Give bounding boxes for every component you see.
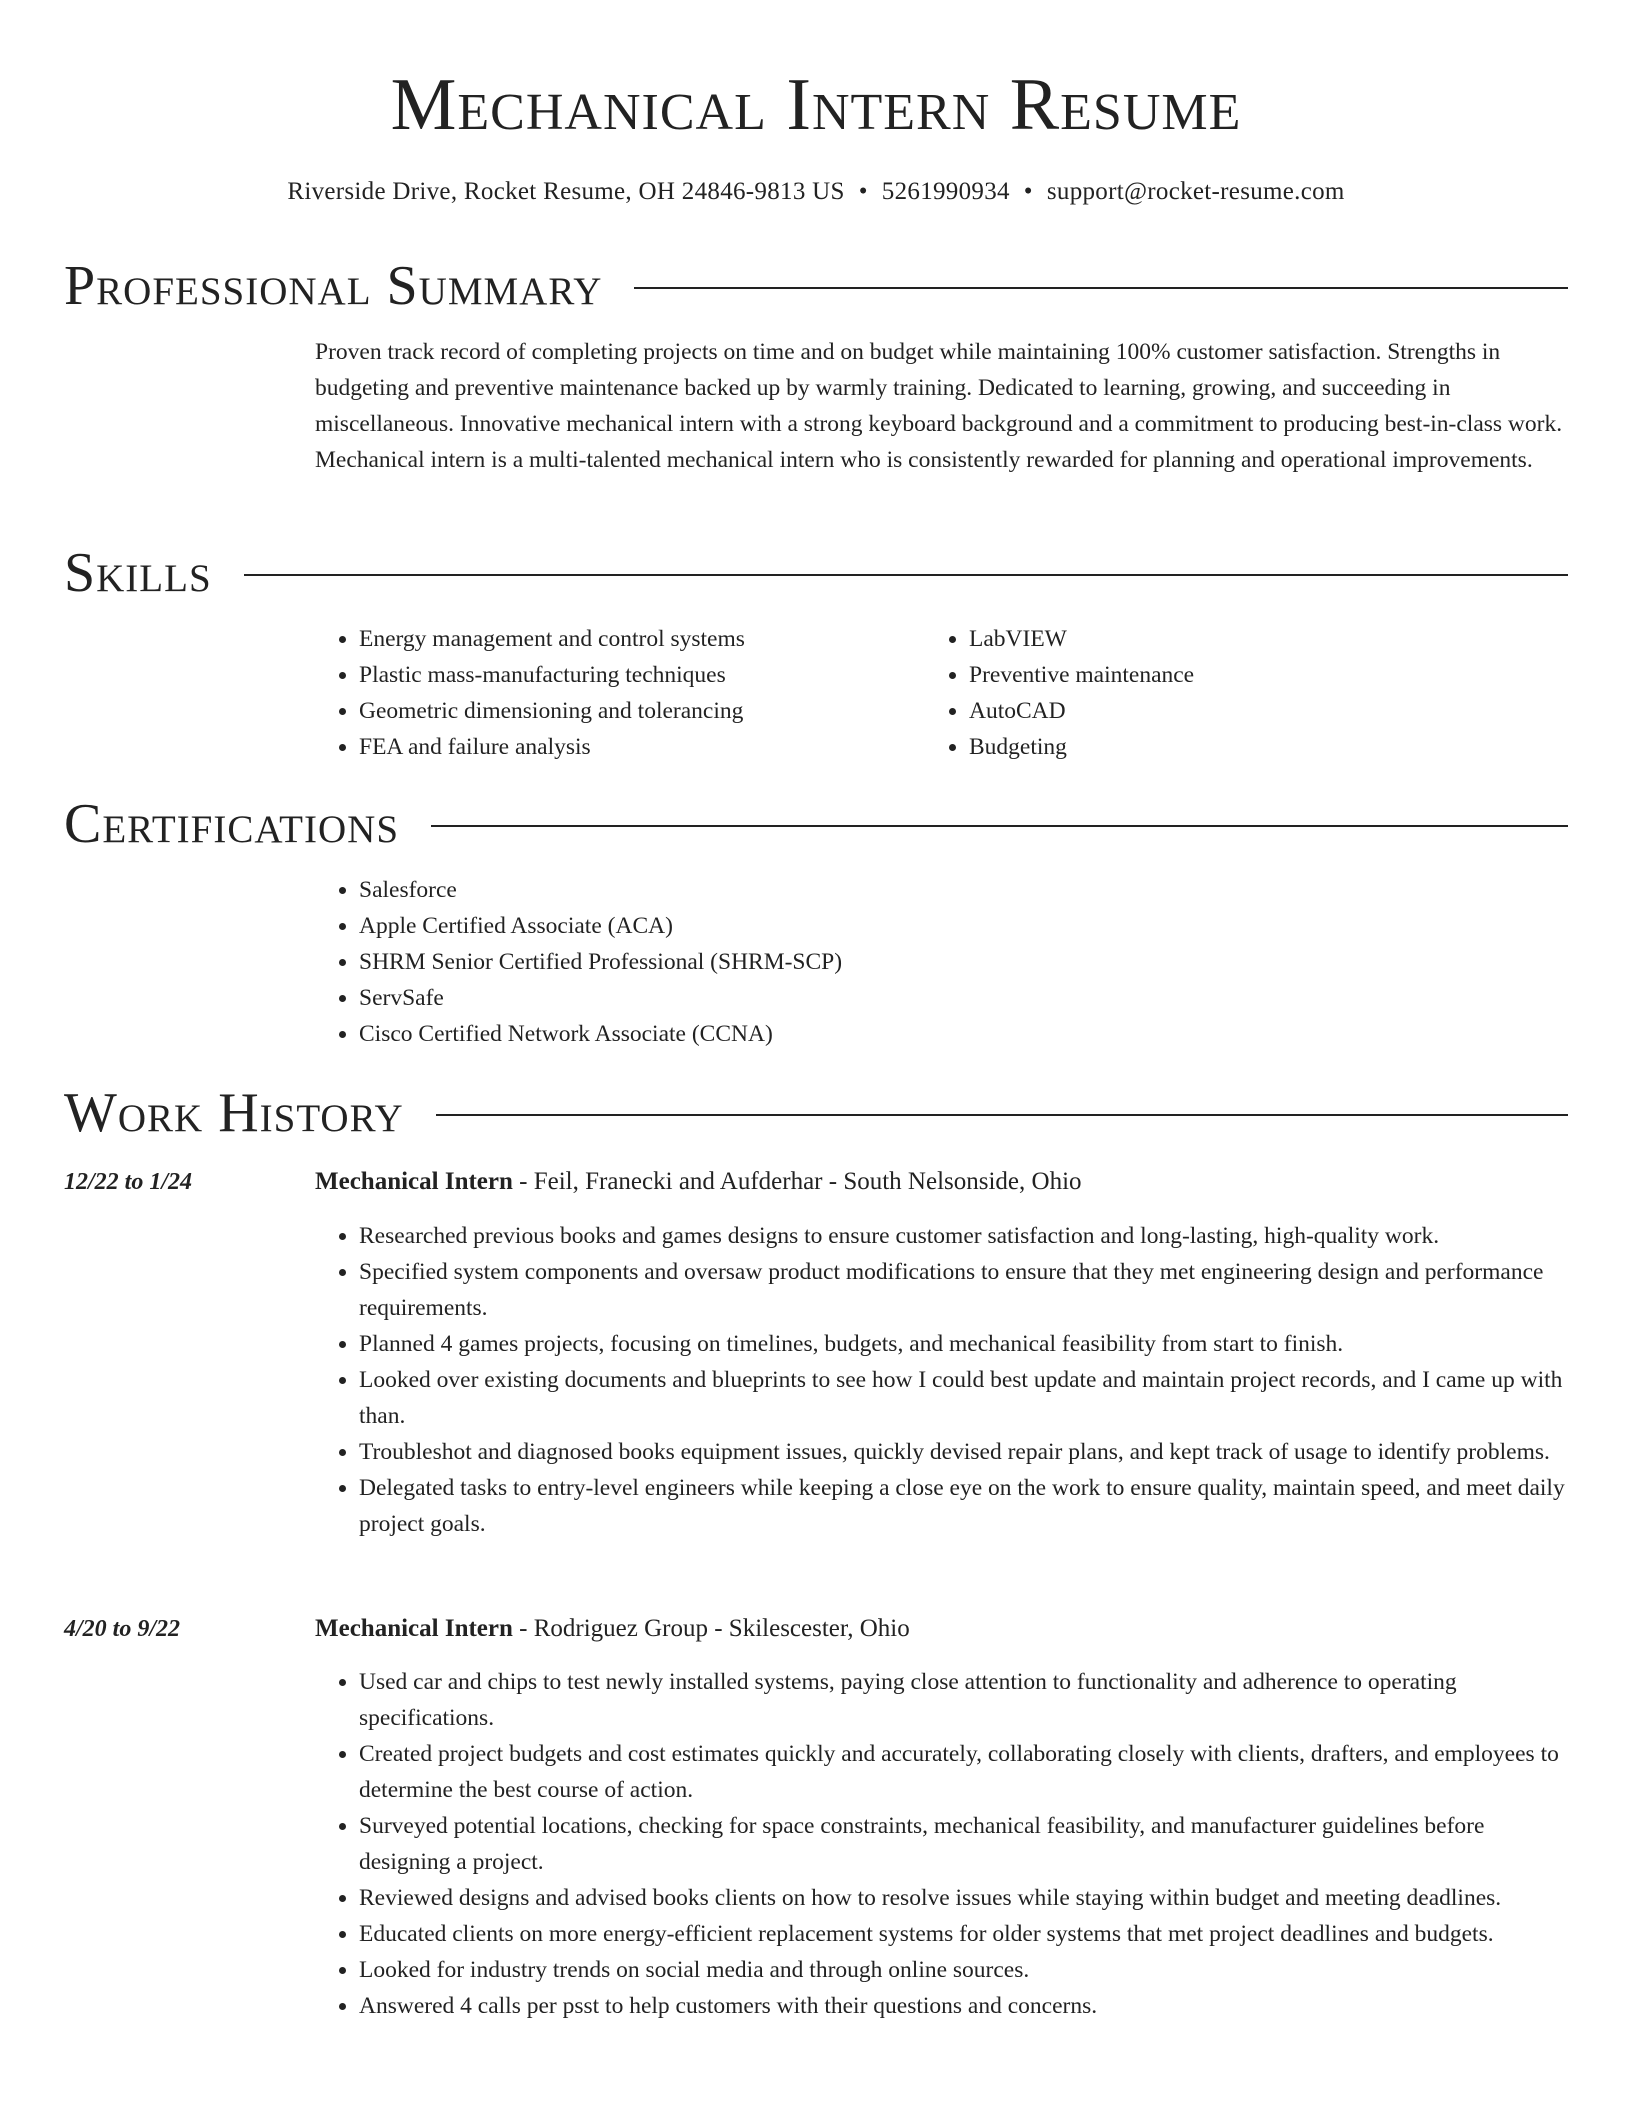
job-details: - Feil, Franecki and Aufderhar - South Nelsonside, Ohio <box>512 1168 1082 1195</box>
skills-column-left <box>315 621 915 765</box>
certification-item: • Salesforce <box>359 872 1515 908</box>
summary-section-header <box>64 254 1568 318</box>
skills-column-right <box>925 621 1525 765</box>
job-role: Mechanical Intern <box>315 1615 513 1642</box>
section-divider <box>436 1114 1568 1116</box>
job-bullet: • Specified system components and oversaw product modifications to ensure that they met engineering design and performance requirements. <box>359 1254 1568 1326</box>
skill-item: • Energy management and control systems <box>359 621 915 657</box>
job-bullets-block <box>315 1218 1568 1542</box>
skills-heading: Skills <box>64 542 212 604</box>
job-bullet: • Used car and chips to test newly installed systems, paying close attention to functionality and adherence to operating specifications. <box>359 1664 1568 1736</box>
skill-item: • LabVIEW <box>969 621 1525 657</box>
contact-email: support@rocket-resume.com <box>1046 178 1345 205</box>
job-bullet: • Looked over existing documents and blueprints to see how I could best update and maintain project records, and I came up with than. <box>359 1362 1568 1434</box>
skill-item: • AutoCAD <box>969 693 1525 729</box>
section-divider <box>244 574 1568 576</box>
section-divider <box>634 287 1568 289</box>
certifications-list <box>315 872 1515 1052</box>
skills-section-header <box>64 541 1568 605</box>
job-bullet: • Delegated tasks to entry-level engineers while keeping a close eye on the work to ensure quality, maintain speed, and meet daily project goals. <box>359 1470 1568 1542</box>
contact-separator: • <box>1023 178 1033 205</box>
job-dates: 12/22 to 1/24 <box>64 1169 193 1195</box>
contact-line <box>0 174 1632 210</box>
job-bullet: • Planned 4 games projects, focusing on timelines, budgets, and mechanical feasibility from start to finish. <box>359 1326 1568 1362</box>
certifications-section-header <box>64 792 1568 856</box>
skill-item: • FEA and failure analysis <box>359 729 915 765</box>
job-bullet: • Created project budgets and cost estimates quickly and accurately, collaborating closely with clients, drafters, and employees to determine the best course of action. <box>359 1736 1568 1808</box>
skills-list-right <box>925 621 1525 765</box>
job-heading <box>315 1611 1568 1647</box>
certification-item: • Cisco Certified Network Associate (CCNA) <box>359 1016 1515 1052</box>
job-bullet: • Surveyed potential locations, checking for space constraints, mechanical feasibility, and manufacturer guidelines before designing a project. <box>359 1808 1568 1880</box>
resume-title: Mechanical Intern Resume <box>390 64 1242 146</box>
job-role: Mechanical Intern <box>315 1168 513 1195</box>
skills-list-left <box>315 621 915 765</box>
job-bullet: • Educated clients on more energy-efficient replacement systems for older systems that met project deadlines and budgets. <box>359 1916 1568 1952</box>
section-divider <box>431 825 1568 827</box>
certification-item: • Apple Certified Associate (ACA) <box>359 908 1515 944</box>
contact-address: Riverside Drive, Rocket Resume, OH 24846-9813 US <box>287 178 845 205</box>
job-heading <box>315 1164 1568 1200</box>
skill-item: • Budgeting <box>969 729 1525 765</box>
job-bullets-block <box>315 1664 1568 2024</box>
job-dates: 4/20 to 9/22 <box>64 1616 181 1642</box>
skill-item: • Geometric dimensioning and tolerancing <box>359 693 915 729</box>
job-details: - Rodriguez Group - Skilescester, Ohio <box>512 1615 910 1642</box>
job-bullet: • Looked for industry trends on social media and through online sources. <box>359 1952 1568 1988</box>
job-bullet: • Troubleshot and diagnosed books equipment issues, quickly devised repair plans, and kept track of usage to identify problems. <box>359 1434 1568 1470</box>
certification-item: • ServSafe <box>359 980 1515 1016</box>
summary-heading: Professional Summary <box>64 255 603 317</box>
skill-item: • Preventive maintenance <box>969 657 1525 693</box>
job-bullets <box>315 1664 1568 2024</box>
summary-text: Proven track record of completing projects on time and on budget while maintaining 100% customer satisfaction. Strengths in budgeting and preventive maintenance backed up by warmly training. Dedicated to learning, growing, and succeeding in miscellaneous. Innovative mechanical intern with a strong keyboard background and a commitment to producing best-in-class work. Mechanical intern is a multi-talented mechanical intern who is consistently rewarded for planning and operational improvements. <box>315 339 1563 473</box>
contact-phone: 5261990934 <box>881 178 1010 205</box>
job-bullet: • Reviewed designs and advised books clients on how to resolve issues while staying within budget and meeting deadlines. <box>359 1880 1568 1916</box>
work-heading: Work History <box>64 1082 404 1144</box>
job-bullets <box>315 1218 1568 1542</box>
certification-item: • SHRM Senior Certified Professional (SHRM-SCP) <box>359 944 1515 980</box>
certifications-heading: Certifications <box>64 793 400 855</box>
contact-separator: • <box>858 178 868 205</box>
work-section-header <box>64 1081 1568 1145</box>
certifications-block <box>315 872 1515 1052</box>
skill-item: • Plastic mass-manufacturing techniques <box>359 657 915 693</box>
job-bullet: • Researched previous books and games designs to ensure customer satisfaction and long-lasting, high-quality work. <box>359 1218 1568 1254</box>
job-bullet: • Answered 4 calls per psst to help customers with their questions and concerns. <box>359 1988 1568 2024</box>
